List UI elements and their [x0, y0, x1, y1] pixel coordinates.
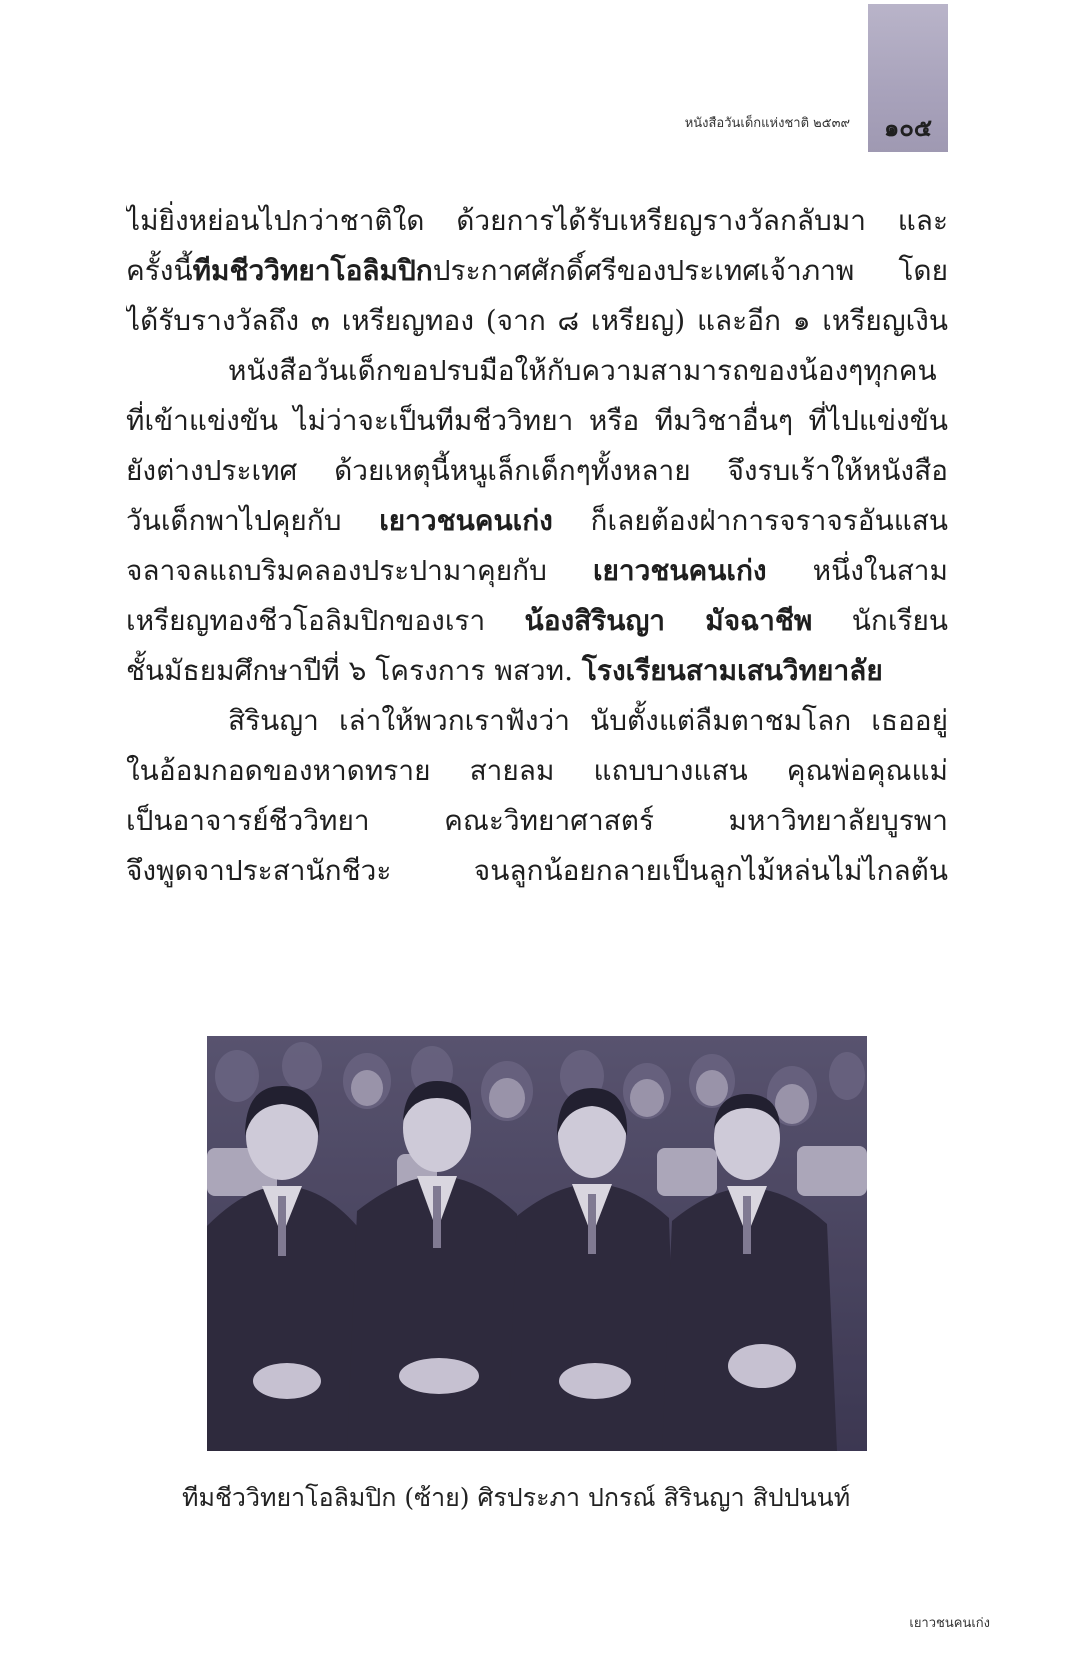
paragraph-line — [126, 496, 948, 546]
paragraph-line: ได้รับรางวัลถึง ๓ เหรียญทอง (จาก ๘ เหรียญ) และอีก ๑ เหรียญเงิน — [126, 304, 948, 337]
text-run: จลาจลแถบริมคลองประปามาคุยกับ — [126, 554, 593, 587]
paragraph-line: ยังต่างประเทศ ด้วยเหตุนี้หนูเล็กเด็กๆทั้งหลาย จึงรบเร้าให้หนังสือ — [126, 454, 948, 487]
page-number: ๑๐๕ — [883, 114, 933, 142]
text-run: ประกาศศักดิ์ศรีของประเทศเจ้าภาพ โดย — [432, 254, 948, 287]
paragraph-line: หนังสือวันเด็กขอปรบมือให้กับความสามารถของน้องๆทุกคน — [228, 354, 937, 387]
bold-text-run: เยาวชนคนเก่ง — [379, 504, 553, 537]
paragraph-line: สิรินญา เล่าให้พวกเราฟังว่า นับตั้งแต่ลืมตาชมโลก เธออยู่ — [228, 704, 948, 737]
bold-text-run: โรงเรียนสามเสนวิทยาลัย — [581, 654, 883, 687]
paragraph-line: จึงพูดจาประสานักชีวะ จนลูกน้อยกลายเป็นลูกไม้หล่นไม่ไกลต้น — [126, 854, 948, 887]
paragraph-line — [126, 246, 948, 296]
paragraph-line — [126, 546, 948, 596]
group-photo-icon — [207, 1036, 867, 1451]
paragraph-line: ที่เข้าแข่งขัน ไม่ว่าจะเป็นทีมชีววิทยา หรือ ทีมวิชาอื่นๆ ที่ไปแข่งขัน — [126, 404, 948, 437]
text-run: เหรียญทองชีวโอลิมปิกของเรา — [126, 604, 525, 637]
paragraph-line: ในอ้อมกอดของหาดทราย สายลม แถบบางแสน คุณพ่อคุณแม่ — [126, 754, 948, 787]
text-run: วันเด็กพาไปคุยกับ — [126, 504, 380, 537]
article-body — [126, 196, 948, 896]
paragraph-line — [126, 596, 948, 646]
group-photo-image — [207, 1036, 867, 1451]
page-number-tab — [868, 4, 948, 152]
photo-caption: ทีมชีววิทยาโอลิมปิก (ซ้าย) ศิรประภา ปกรณ์ สิรินญา สิปปนนท์ — [182, 1483, 851, 1512]
running-footer-title: เยาวชนคนเก่ง — [909, 1616, 990, 1631]
bold-text-run: ทีมชีววิทยาโอลิมปิก — [192, 254, 433, 287]
paragraph-line: ไม่ยิ่งหย่อนไปกว่าชาติใด ด้วยการได้รับเหรียญรางวัลกลับมา และ — [126, 204, 948, 237]
paragraph-line: เป็นอาจารย์ชีววิทยา คณะวิทยาศาสตร์ มหาวิทยาลัยบูรพา — [126, 804, 948, 837]
running-header-title: หนังสือวันเด็กแห่งชาติ ๒๕๓๙ — [684, 116, 850, 131]
text-run: ก็เลยต้องฝ่าการจราจรอันแสน — [552, 504, 948, 537]
text-run: หนึ่งในสาม — [766, 554, 948, 587]
paragraph-line — [126, 646, 948, 696]
text-run: ชั้นมัธยมศึกษาปีที่ ๖ โครงการ พสวท. — [126, 654, 582, 687]
bold-text-run: น้องสิรินญา มัจฉาชีพ — [524, 604, 813, 637]
bold-text-run: เยาวชนคนเก่ง — [592, 554, 767, 587]
text-run: นักเรียน — [812, 604, 948, 637]
text-run: ครั้งนี้ — [126, 254, 193, 287]
